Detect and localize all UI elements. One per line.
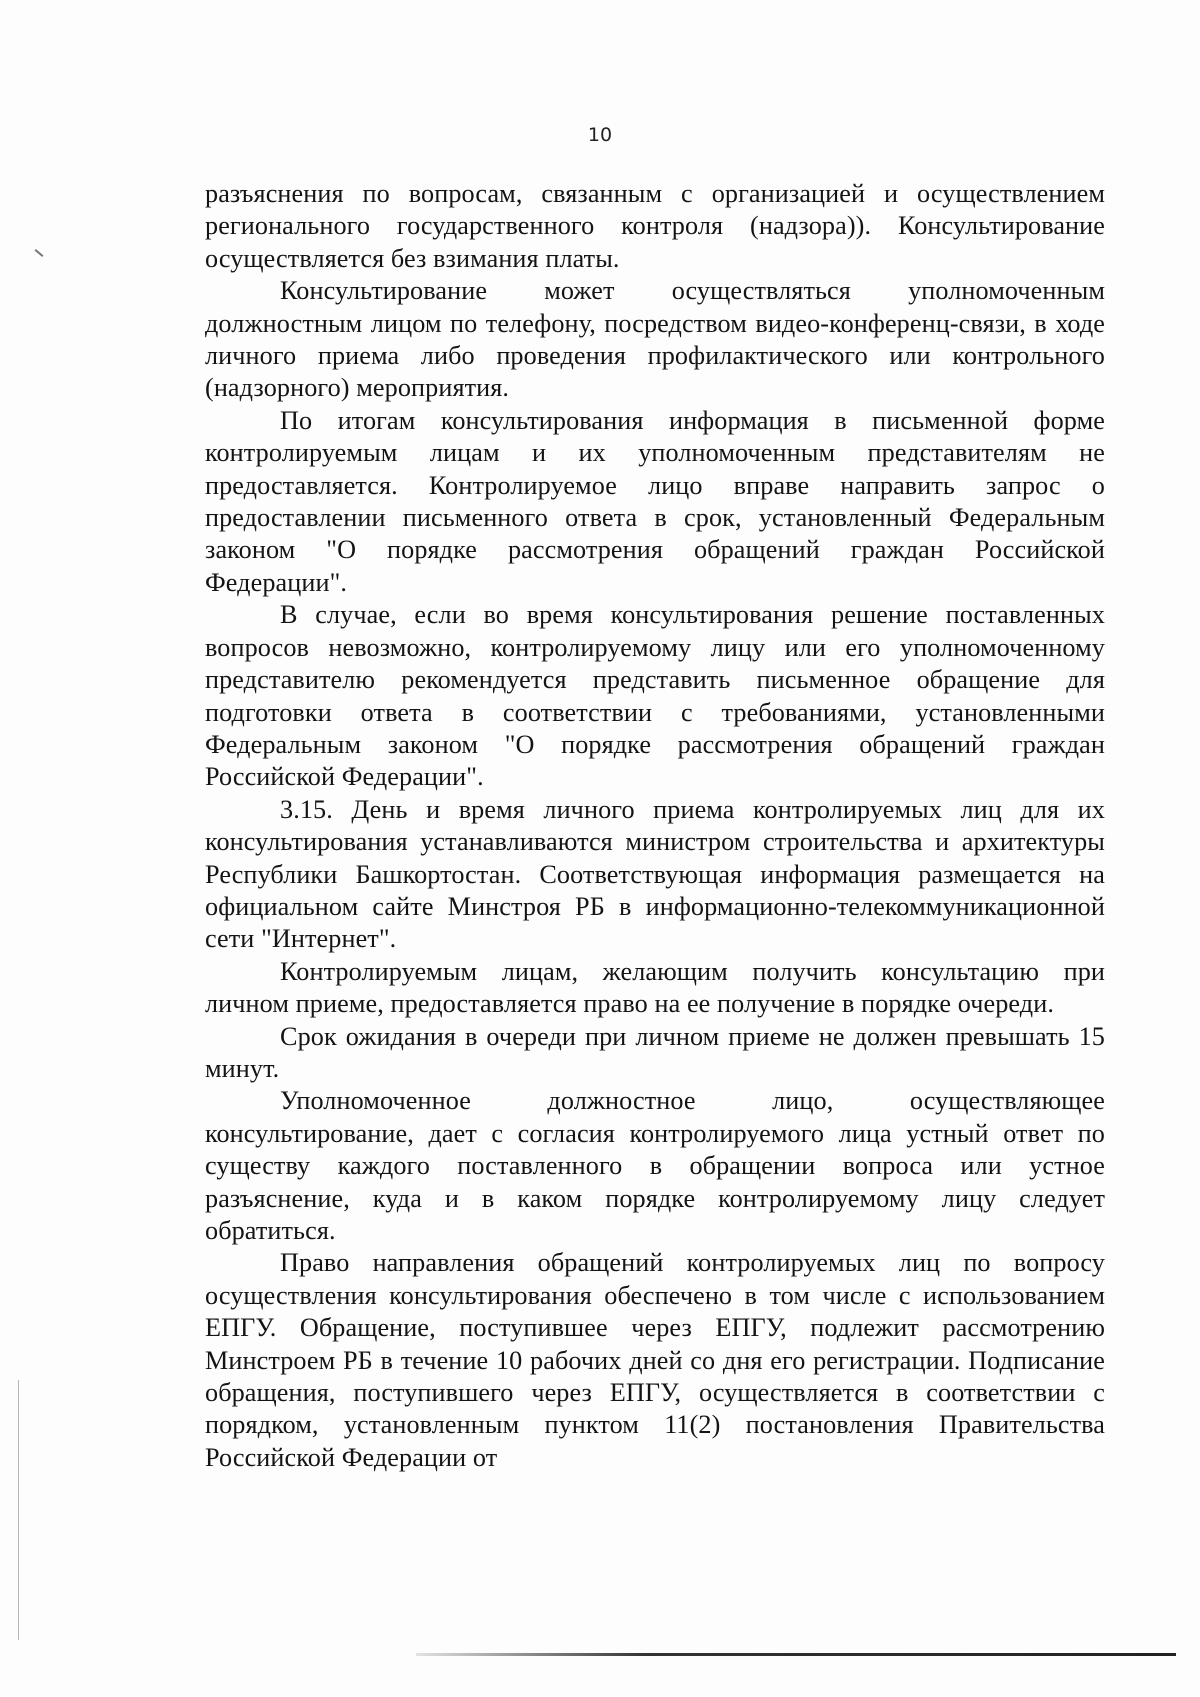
paragraph: В случае, если во время консультирования решение поставленных вопросов невозможно, контролируемому лицу или его уполномоченному представителю рекомендуется представить письменное обращение для подготовки ответа в соответствии с требованиями, установленными Федеральным законом "О порядке рассмотрения обращений граждан Российской Федерации". [205,600,1105,792]
paragraph: Срок ожидания в очереди при личном приеме не должен превышать 15 минут. [205,1021,1105,1083]
paragraph: По итогам консультирования информация в письменной форме контролируемым лицам и их уполномоченным представителям не предоставляется. Контролируемое лицо вправе направить запрос о предоставлении письменного ответа в срок, установленный Федеральным законом "О порядке рассмотрения обращений граждан Российской Федерации". [205,405,1105,597]
scan-artifact-line [18,1380,19,1640]
document-body [205,178,1105,1474]
scan-artifact-mark [35,249,44,257]
paragraph: Контролируемым лицам, желающим получить консультацию при личном приеме, предоставляется право на ее получение в порядке очереди. [205,956,1105,1019]
paragraph: Право направления обращений контролируемых лиц по вопросу осуществления консультирования обеспечено в том числе с использованием ЕПГУ. Обращение, поступившее через ЕПГУ, подлежит рассмотрению Минстроем РБ в течение 10 рабочих дней со дня его регистрации. Подписание обращения, поступившего через ЕПГУ, осуществляется в соответствии с порядком, установленным пунктом 11(2) постановления Правительства Российской Федерации от [205,1248,1105,1472]
page-number: 10 [587,124,613,146]
paragraph: Консультирование может осуществляться уполномоченным должностным лицом по телефону, посредством видео-конференц-связи, в ходе личного приема либо проведения профилактического или контрольного (надзорного) мероприятия. [205,276,1105,403]
footer-divider [416,1653,1176,1656]
paragraph: разъяснения по вопросам, связанным с организацией и осуществлением регионального государственного контроля (надзора)). Консультирование осуществляется без взимания платы. [205,179,1105,273]
paragraph: Уполномоченное должностное лицо, осуществляющее консультирование, дает с согласия контролируемого лица устный ответ по существу каждого поставленного в обращении вопроса или устное разъяснение, куда и в каком порядке контролируемому лицу следует обратиться. [205,1086,1105,1245]
paragraph: 3.15. День и время личного приема контролируемых лиц для их консультирования устанавливаются министром строительства и архитектуры Республики Башкортостан. Соответствующая информация размещается на официальном сайте Минстроя РБ в информационно-телекоммуникационной сети "Интернет". [205,794,1105,954]
